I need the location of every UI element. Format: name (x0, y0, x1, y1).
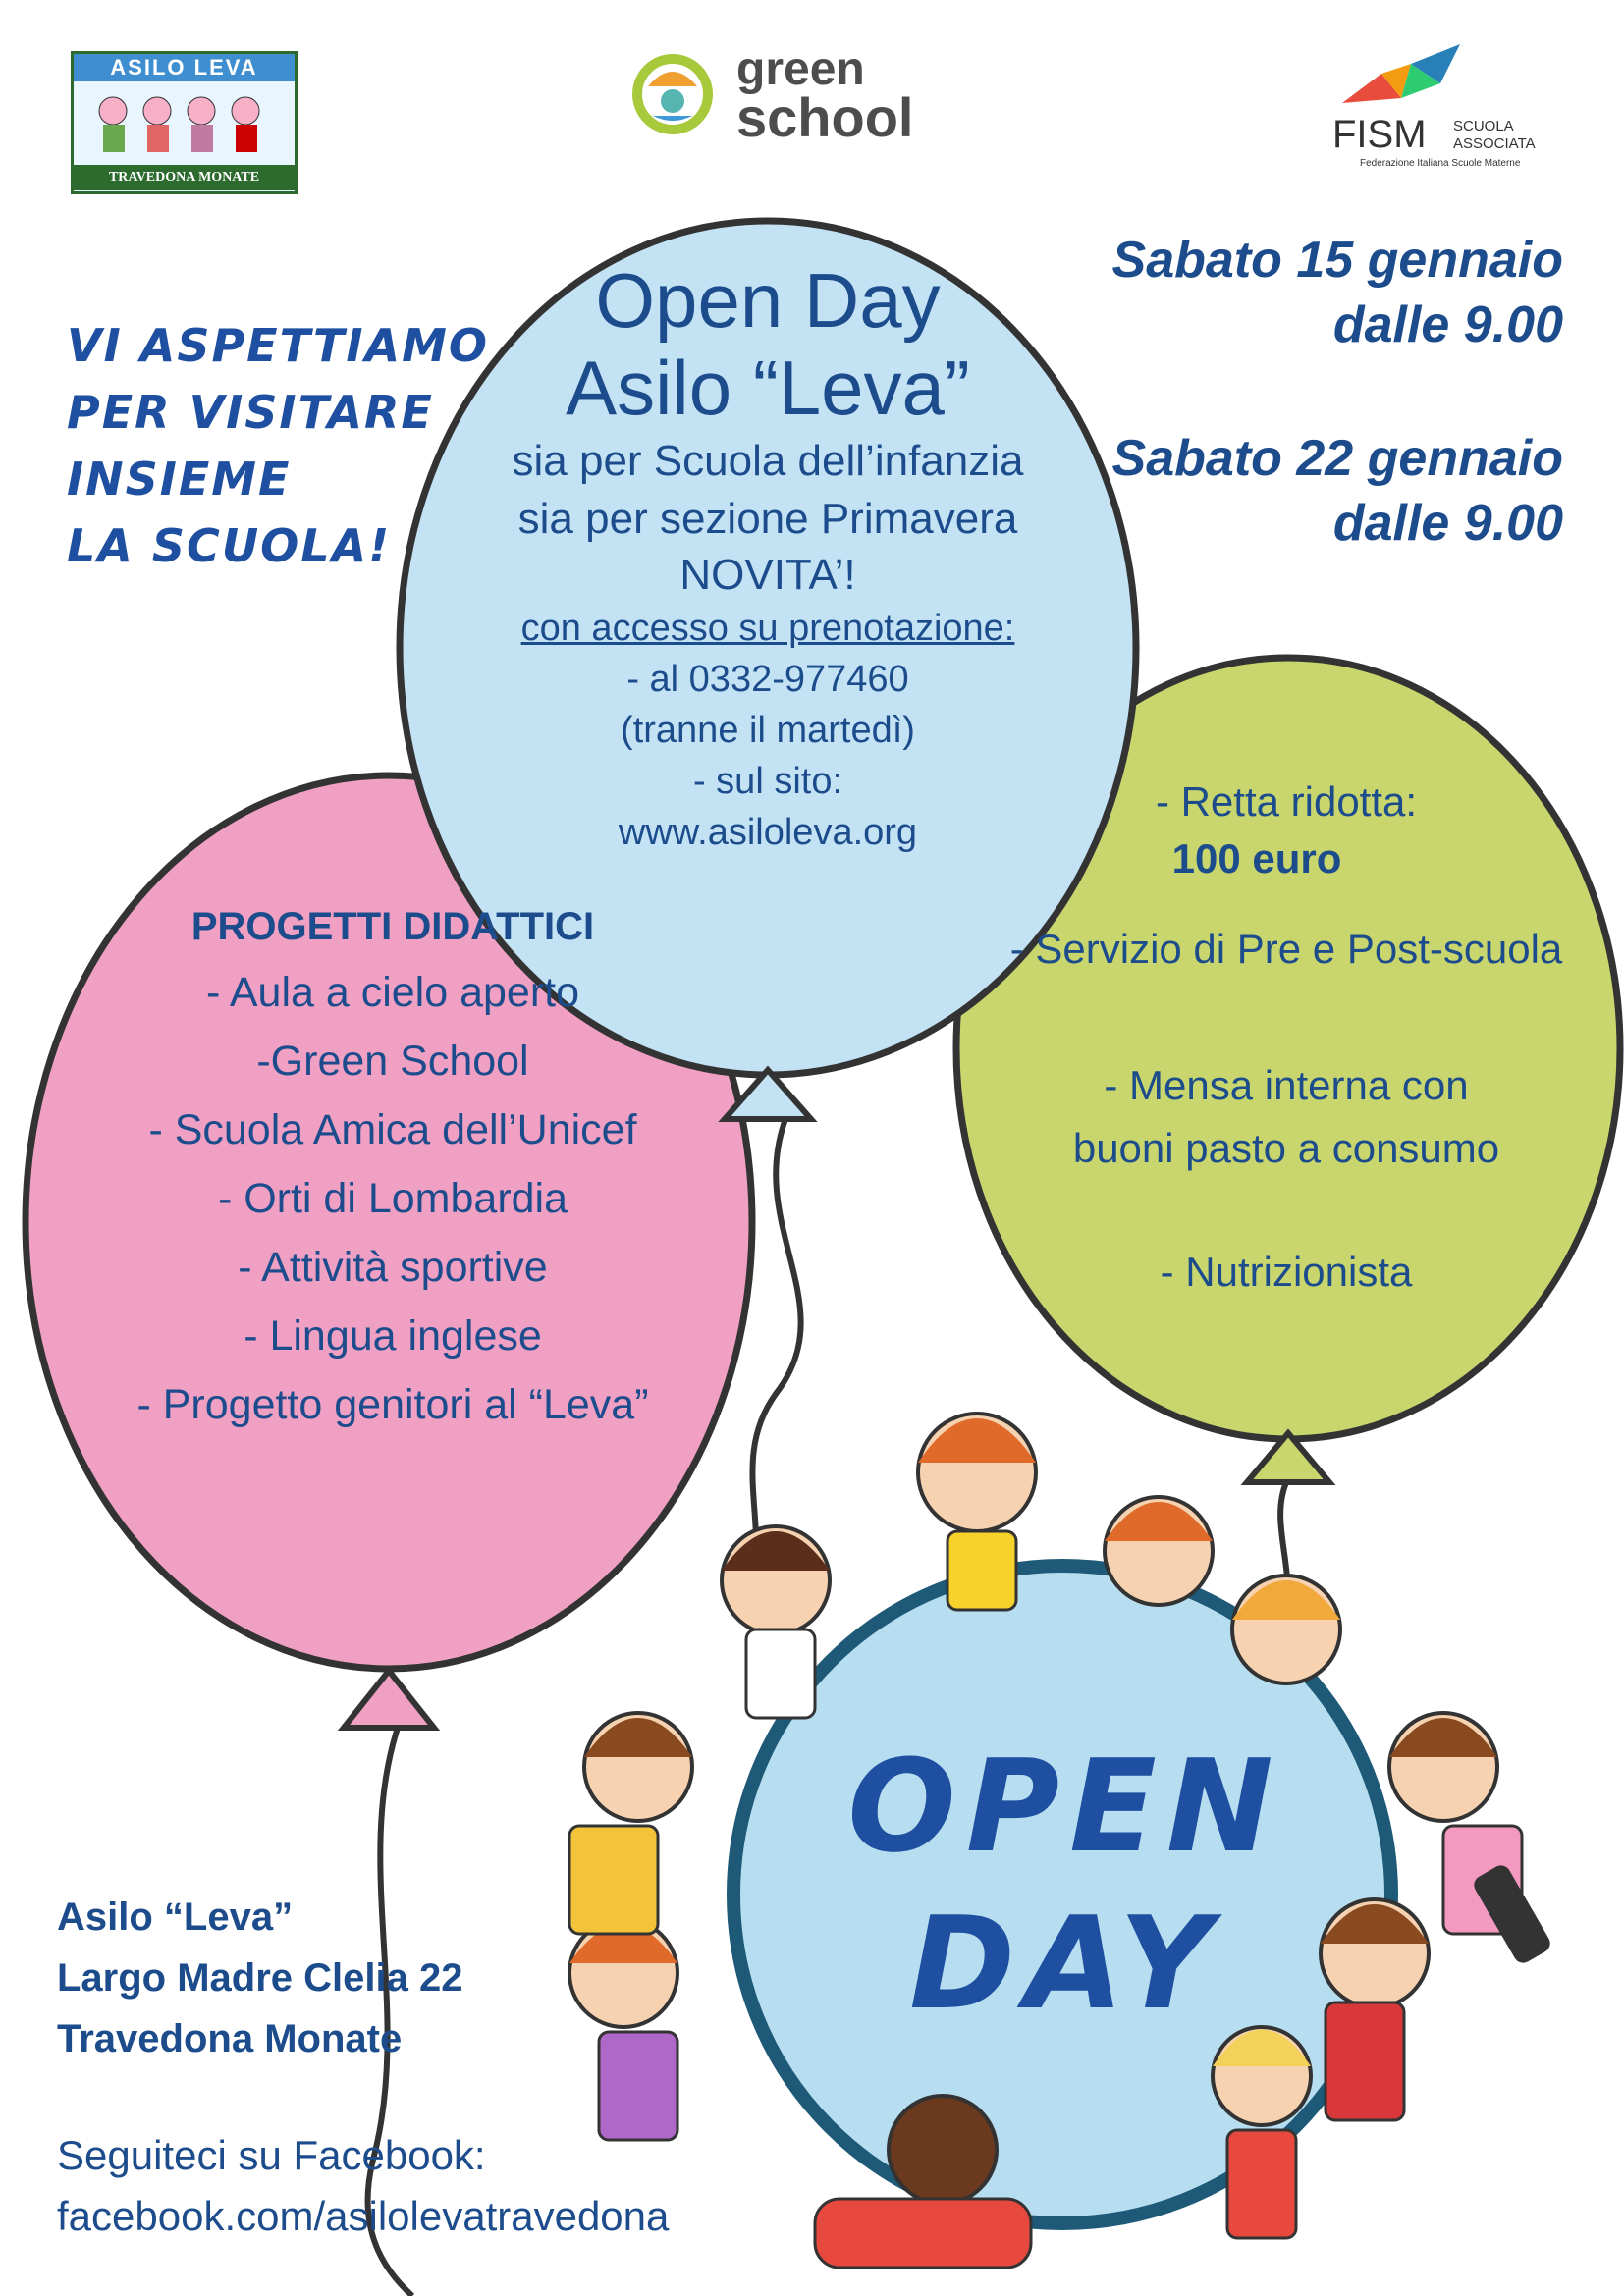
projects-heading: PROGETTI DIDATTICI (190, 905, 595, 948)
welcome-line: LA SCUOLA! (67, 519, 392, 572)
canteen-line: - Mensa interna con (1104, 1062, 1469, 1108)
facebook-label: Seguiteci su Facebook: (57, 2132, 486, 2178)
fee-value: 100 euro (1171, 835, 1342, 881)
project-item: - Progetto genitori al “Leva” (136, 1381, 649, 1428)
fee-label: - Retta ridotta: (1155, 778, 1418, 825)
kids-drawing-icon (74, 81, 295, 160)
booking-label: con accesso su prenotazione: (520, 608, 1015, 649)
green-school-text-green: green (736, 43, 865, 95)
nutritionist-line: - Nutrizionista (1160, 1249, 1413, 1295)
green-school-logo (628, 41, 923, 149)
project-item: -Green School (256, 1038, 529, 1085)
phone-line: - al 0332-977460 (626, 659, 909, 700)
time-2: dalle 9.00 (1332, 495, 1563, 552)
open-day-title: Open Day (595, 257, 941, 344)
open-day-dates (1013, 228, 1563, 556)
fism-logo (1330, 44, 1566, 172)
open-day-circle-text (776, 1728, 1355, 2042)
date-2: Sabato 22 gennaio (1111, 430, 1563, 487)
asilo-logo-subtitle: TRAVEDONA MONATE (74, 165, 295, 190)
address-city: Travedona Monate (57, 2017, 403, 2060)
welcome-line: INSIEME (67, 453, 292, 506)
address-street: Largo Madre Clelia 22 (57, 1956, 463, 2000)
address-name: Asilo “Leva” (57, 1896, 294, 1939)
phone-note: (tranne il martedì) (621, 710, 915, 751)
facebook-block (57, 2125, 669, 2247)
fism-text: FISM (1332, 113, 1427, 156)
time-1: dalle 9.00 (1332, 296, 1563, 353)
circle-day: DAY (909, 1889, 1221, 2038)
welcome-line: VI ASPETTIAMO (67, 319, 490, 372)
novita-label: NOVITA’! (679, 551, 856, 599)
welcome-line: PER VISITARE (67, 386, 434, 439)
asilo-leva-logo (71, 51, 298, 194)
blue-balloon-text (454, 257, 1082, 858)
fism-scuola: SCUOLA (1453, 118, 1514, 134)
asilo-logo-title: ASILO LEVA (74, 54, 295, 81)
info-line: sia per sezione Primavera (517, 495, 1018, 543)
welcome-message (67, 312, 489, 579)
project-item: - Attività sportive (238, 1244, 548, 1291)
info-line: sia per Scuola dell’infanzia (512, 437, 1024, 485)
site-label: - sul sito: (692, 761, 843, 802)
leaf-cycle-icon (628, 47, 717, 145)
fism-subtitle: Federazione Italiana Scuole Materne (1360, 158, 1521, 169)
service-pre-post: - Servizio di Pre e Post-scuola (1009, 926, 1563, 972)
address-block (57, 1887, 462, 2069)
fism-shape-icon (1332, 44, 1470, 123)
pink-balloon-text (59, 895, 727, 1439)
circle-open: OPEN (847, 1732, 1283, 1881)
pink-balloon-knot (344, 1671, 434, 1728)
fism-associata: ASSOCIATA (1453, 135, 1536, 152)
project-item: - Lingua inglese (244, 1312, 542, 1360)
green-school-text-school: school (736, 86, 914, 148)
green-balloon-text (982, 774, 1591, 1302)
date-1: Sabato 15 gennaio (1111, 232, 1563, 289)
project-item: - Orti di Lombardia (217, 1175, 568, 1222)
project-item: - Aula a cielo aperto (205, 969, 580, 1016)
facebook-link[interactable]: facebook.com/asilolevatravedona (57, 2193, 670, 2239)
asilo-leva-title: Asilo “Leva” (566, 345, 970, 431)
website-link[interactable]: www.asiloleva.org (618, 812, 918, 853)
project-item: - Scuola Amica dell’Unicef (148, 1106, 637, 1153)
canteen-note: buoni pasto a consumo (1072, 1125, 1500, 1171)
